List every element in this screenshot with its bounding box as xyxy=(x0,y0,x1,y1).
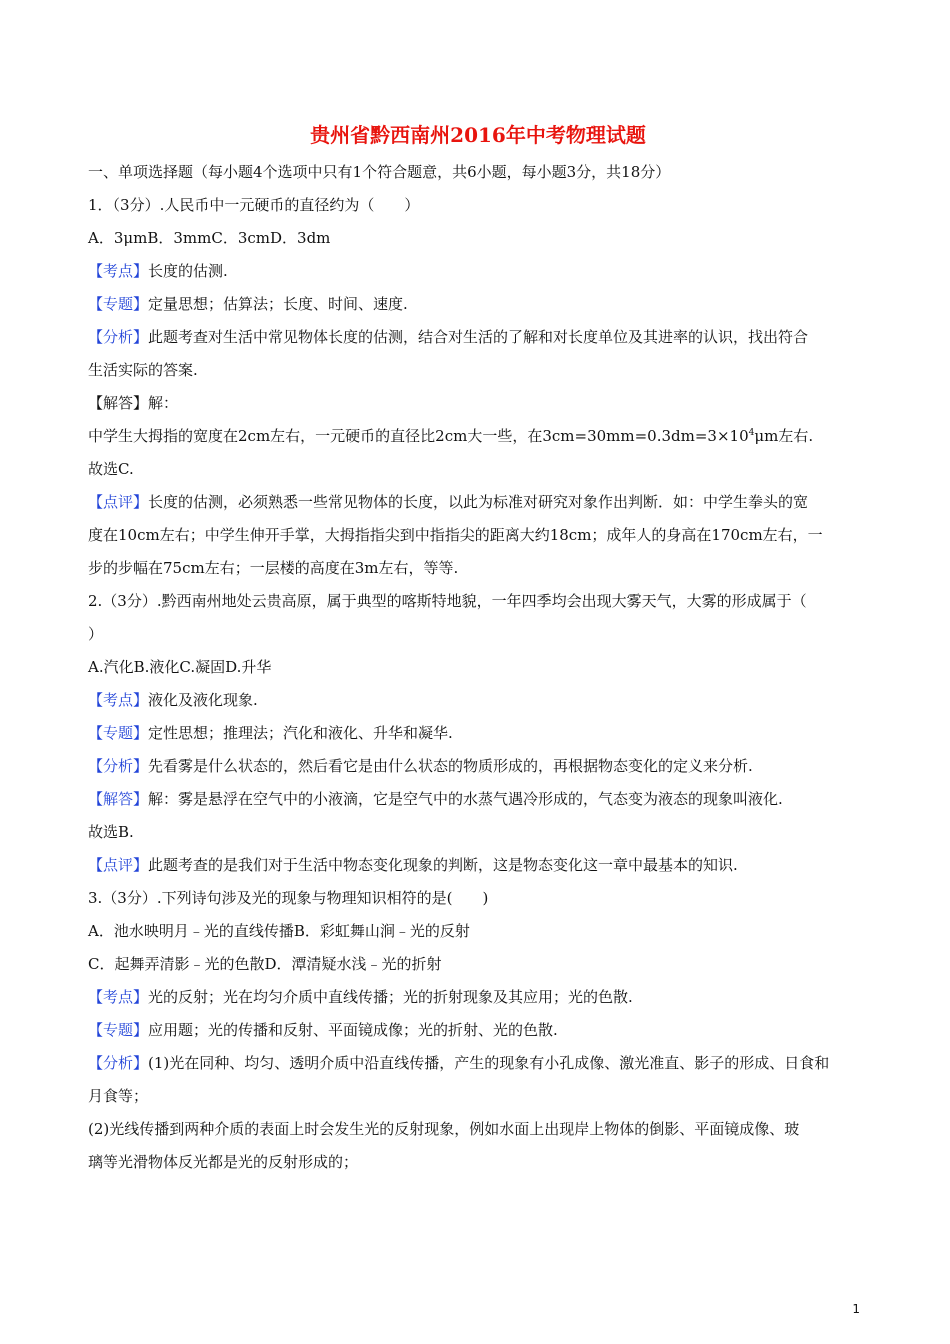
zhuanti-tag: 【专题】 xyxy=(88,295,149,313)
q1-dianping-cont2: 步的步幅在75cm左右；一层楼的高度在3m左右，等等. xyxy=(88,559,459,577)
q2-zhuanti: 【专题】定性思想；推理法；汽化和液化、升华和凝华. xyxy=(88,724,453,742)
q3-stem: 3.（3分）.下列诗句涉及光的现象与物理知识相符的是( ) xyxy=(88,889,489,907)
q1-dianping-cont: 度在10cm左右；中学生伸开手掌，大拇指指尖到中指指尖的距离大约18cm；成年人的身高在170cm左右，一 xyxy=(88,526,823,544)
q3-options-cd: C．起舞弄清影﹣光的色散D．潭清疑水浅﹣光的折射 xyxy=(88,955,442,973)
q3-fenxi-2: (2)光线传播到两种介质的表面上时会发生光的反射现象，例如水面上出现岸上物体的倒影、平面镜成像、玻 xyxy=(88,1120,800,1138)
q1-zhuanti: 【专题】定量思想；估算法；长度、时间、速度. xyxy=(88,295,408,313)
q2-options: A.汽化B.液化C.凝固D.升华 xyxy=(88,658,272,676)
kaodian-tag: 【考点】 xyxy=(88,691,149,709)
kaodian-tag: 【考点】 xyxy=(88,262,149,280)
q1-answer: 故选C. xyxy=(88,460,134,478)
q1-stem: 1．（3分）.人民币中一元硬币的直径约为（ ） xyxy=(88,196,420,214)
q1-kaodian: 【考点】长度的估测. xyxy=(88,262,228,280)
q3-fenxi-cont: 月食等； xyxy=(88,1087,149,1105)
q2-jieda: 【解答】解：雾是悬浮在空气中的小液滴，它是空气中的水蒸气遇冷形成的，气态变为液态的现象叫液化. xyxy=(88,790,783,808)
q1-options: A．3μmB．3mmC．3cmD．3dm xyxy=(88,229,331,247)
q1-dianping: 【点评】长度的估测，必须熟悉一些常见物体的长度，以此为标准对研究对象作出判断．如：中学生拳头的宽 xyxy=(88,493,809,511)
kaodian-tag: 【考点】 xyxy=(88,988,149,1006)
q3-fenxi-2-cont: 璃等光滑物体反光都是光的反射形成的； xyxy=(88,1153,359,1171)
fenxi-tag: 【分析】 xyxy=(88,1054,149,1072)
q2-dianping: 【点评】此题考查的是我们对于生活中物态变化现象的判断，这是物态变化这一章中最基本的知识. xyxy=(88,856,738,874)
q2-stem-cont: ） xyxy=(88,625,104,643)
dianping-tag: 【点评】 xyxy=(88,856,149,874)
q1-jieda-head: 【解答】解： xyxy=(88,394,179,412)
q2-answer: 故选B. xyxy=(88,823,134,841)
q2-kaodian: 【考点】液化及液化现象. xyxy=(88,691,258,709)
dianping-tag: 【点评】 xyxy=(88,493,149,511)
q2-stem: 2.（3分）.黔西南州地处云贵高原，属于典型的喀斯特地貌，一年四季均会出现大雾天气，大雾的形成属于（ xyxy=(88,592,807,610)
q1-fenxi: 【分析】此题考查对生活中常见物体长度的估测，结合对生活的了解和对长度单位及其进率的认识，找出符合 xyxy=(88,328,809,346)
q3-kaodian: 【考点】光的反射；光在均匀介质中直线传播；光的折射现象及其应用；光的色散. xyxy=(88,988,633,1006)
zhuanti-tag: 【专题】 xyxy=(88,724,149,742)
section-heading: 一、单项选择题（每小题4个选项中只有1个符合题意，共6小题，每小题3分，共18分） xyxy=(88,163,671,181)
q3-fenxi: 【分析】(1)光在同种、均匀、透明介质中沿直线传播，产生的现象有小孔成像、激光准直、影子的形成、日食和 xyxy=(88,1054,830,1072)
jieda-tag: 【解答】 xyxy=(88,790,149,808)
page-number: 1 xyxy=(852,1302,860,1316)
page-title: 贵州省黔西南州2016年中考物理试题 xyxy=(310,123,646,147)
fenxi-tag: 【分析】 xyxy=(88,757,149,775)
q1-fenxi-cont: 生活实际的答案. xyxy=(88,361,198,379)
q3-zhuanti: 【专题】应用题；光的传播和反射、平面镜成像；光的折射、光的色散. xyxy=(88,1021,558,1039)
document-page xyxy=(88,118,868,1179)
fenxi-tag: 【分析】 xyxy=(88,328,149,346)
q2-fenxi: 【分析】先看雾是什么状态的，然后看它是由什么状态的物质形成的，再根据物态变化的定义来分析. xyxy=(88,757,753,775)
q3-options-ab: A．池水映明月﹣光的直线传播B．彩虹舞山涧﹣光的反射 xyxy=(88,922,470,940)
q1-jieda: 中学生大拇指的宽度在2cm左右，一元硬币的直径比2cm大一些，在$3cm=30mm=0.3dm=3\times 10^4\mu m$左右. xyxy=(88,427,814,445)
zhuanti-tag: 【专题】 xyxy=(88,1021,149,1039)
